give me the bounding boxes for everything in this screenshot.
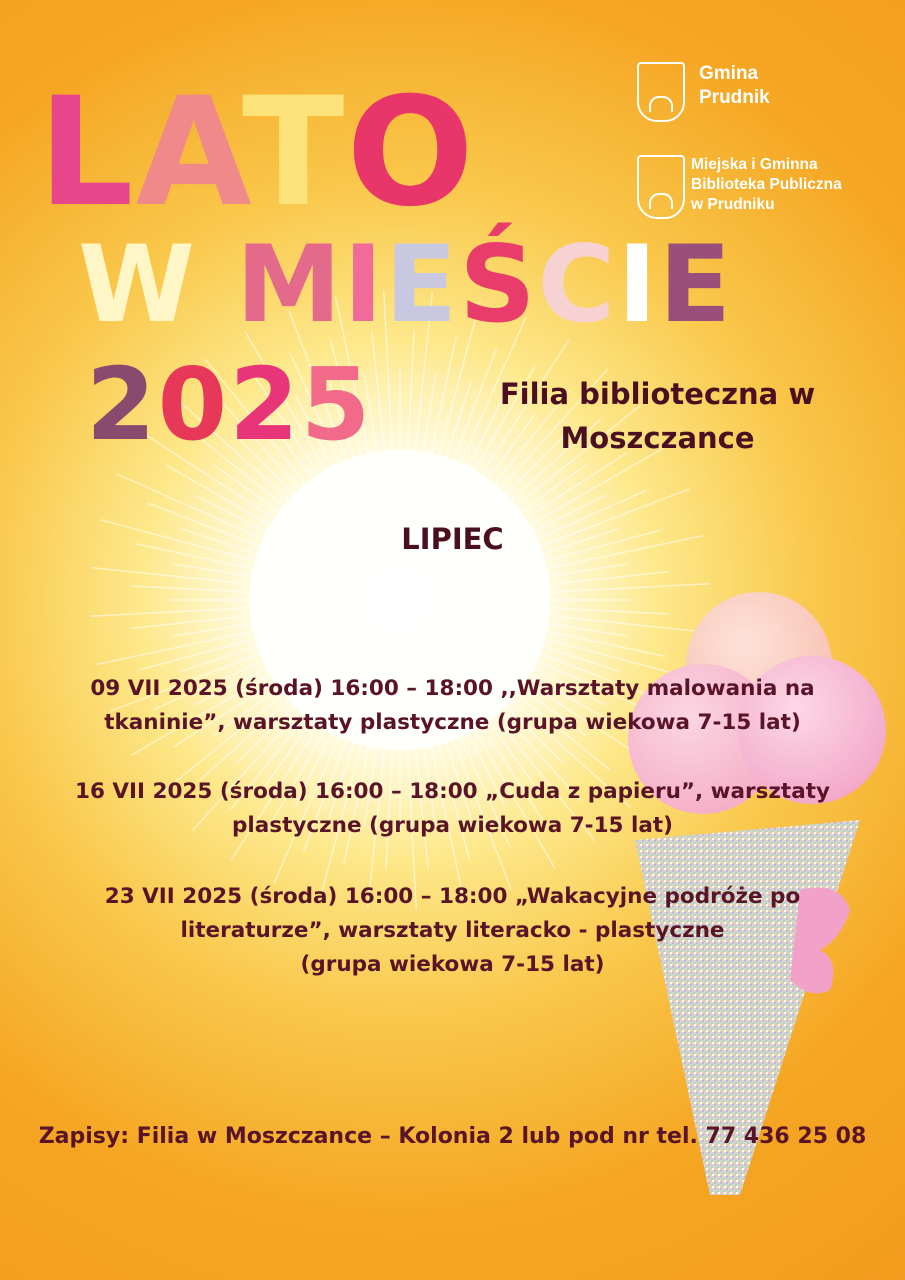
crest-icon	[637, 155, 685, 219]
event-line: literaturze”, warsztaty literacko - plastyczne	[180, 918, 725, 943]
title-letter: W	[78, 223, 197, 346]
title-letter: L	[38, 66, 136, 240]
title-letter: 2	[229, 346, 301, 463]
branch-name	[470, 372, 845, 460]
title-letter: 2	[86, 346, 158, 463]
sun-ray	[214, 465, 279, 512]
sun-ray	[521, 465, 586, 512]
event-line: (grupa wiekowa 7-15 lat)	[300, 952, 605, 977]
logo-line: Miejska i Gminna	[691, 156, 818, 173]
logo-line: Biblioteka Publiczna	[691, 176, 842, 193]
sun-ray	[90, 608, 250, 616]
title-letter: 0	[157, 346, 230, 463]
title-letter: Ś	[459, 223, 538, 346]
branch-line: Filia biblioteczna w	[499, 377, 816, 411]
event-item	[60, 880, 845, 982]
logo-biblioteka	[637, 155, 842, 219]
crest-icon	[637, 62, 685, 122]
title-letter: I	[617, 223, 659, 346]
title-letter: 5	[300, 346, 373, 463]
title-letter: I	[343, 223, 385, 346]
event-line: 23 VII 2025 (środa) 16:00 – 18:00 „Wakacyjne podróże po	[104, 884, 801, 909]
event-item	[60, 775, 845, 843]
title-letter: M	[235, 223, 344, 346]
logo-line: w Prudniku	[691, 196, 775, 213]
title-letter: T	[242, 66, 347, 240]
logo-line: Prudnik	[699, 87, 770, 108]
sun-ray	[92, 568, 251, 585]
title-year	[86, 346, 373, 463]
logo-gmina-prudnik	[637, 62, 770, 122]
sun-ray	[130, 586, 250, 592]
sun-ray	[550, 608, 670, 614]
title-letter: A	[135, 66, 243, 240]
title-lato	[38, 66, 476, 240]
logo-line: Gmina	[699, 63, 759, 84]
event-line: 09 VII 2025 (środa) 16:00 – 18:00 ,,Warsztaty malowania na	[90, 676, 815, 701]
month-heading: LIPIEC	[401, 522, 504, 556]
sun-ray	[408, 330, 414, 450]
event-line: plastyczne (grupa wiekowa 7-15 lat)	[232, 813, 673, 838]
sun-ray	[549, 616, 708, 633]
title-letter: O	[346, 66, 476, 240]
title-w-miescie	[78, 223, 734, 346]
sun-ray	[550, 584, 710, 592]
title-space	[197, 223, 236, 346]
title-letter: E	[658, 223, 734, 346]
event-line: tkaninie”, warsztaty plastyczne (grupa wiekowa 7-15 lat)	[104, 710, 801, 735]
event-line: 16 VII 2025 (środa) 16:00 – 18:00 „Cuda z papieru”, warsztaty	[74, 779, 831, 804]
signup-info: Zapisy: Filia w Moszczance – Kolonia 2 lub pod nr tel. 77 436 25 08	[38, 1124, 867, 1149]
event-item	[60, 672, 845, 740]
title-letter: E	[384, 223, 460, 346]
title-letter: C	[537, 223, 618, 346]
branch-line: Moszczance	[560, 421, 755, 455]
